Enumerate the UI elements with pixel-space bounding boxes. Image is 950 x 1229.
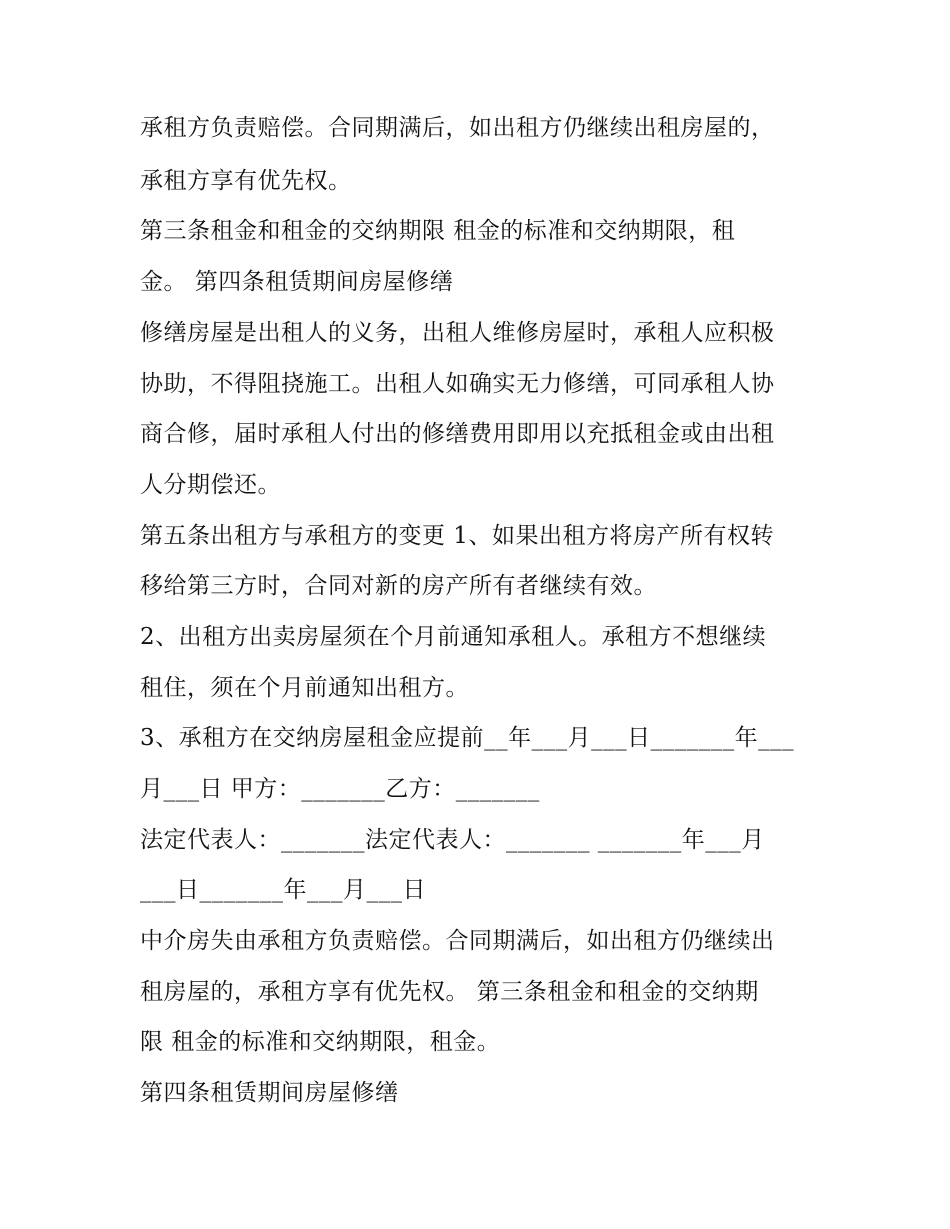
- text-line: 租房屋的，承租方享有优先权。 第三条租金和租金的交纳期: [140, 979, 759, 1005]
- text-line: 法定代表人：_______法定代表人：_______ _______年___月: [140, 827, 765, 853]
- text-line: 月___日 甲方：_______乙方：_______: [140, 776, 540, 802]
- text-line: 第三条租金和租金的交纳期限 租金的标准和交纳期限，租: [140, 218, 736, 244]
- text-line: 承租方享有优先权。: [140, 168, 352, 194]
- text-line: 第五条出租方与承租方的变更 1、如果出租方将房产所有权转: [140, 523, 774, 549]
- text-line: 移给第三方时，合同对新的房产所有者继续有效。: [140, 573, 657, 599]
- text-line: 2、出租方出卖房屋须在个月前通知承租人。承租方不想继续: [140, 624, 767, 650]
- text-line: 3、承租方在交纳房屋租金应提前__年___月___日_______年___: [140, 725, 795, 751]
- text-line: 修缮房屋是出租人的义务，出租人维修房屋时，承租人应积极: [140, 320, 775, 346]
- text-line: 协助，不得阻挠施工。出租人如确实无力修缮，可同承租人协: [140, 371, 775, 397]
- text-line: 金。 第四条租赁期间房屋修缮: [140, 269, 454, 295]
- text-line: 中介房失由承租方负责赔偿。合同期满后，如出租方仍继续出: [140, 928, 775, 954]
- text-line: 承租方负责赔偿。合同期满后，如出租方仍继续出租房屋的，: [140, 115, 775, 141]
- text-line: 商合修，届时承租人付出的修缮费用即用以充抵租金或由出租: [140, 421, 775, 447]
- text-line: 限 租金的标准和交纳期限，租金。: [140, 1029, 501, 1055]
- text-line: 人分期偿还。: [140, 472, 281, 498]
- text-line: 第四条租赁期间房屋修缮: [140, 1080, 399, 1106]
- text-line: 租住，须在个月前通知出租方。: [140, 675, 469, 701]
- text-line: ___日_______年___月___日: [140, 877, 426, 903]
